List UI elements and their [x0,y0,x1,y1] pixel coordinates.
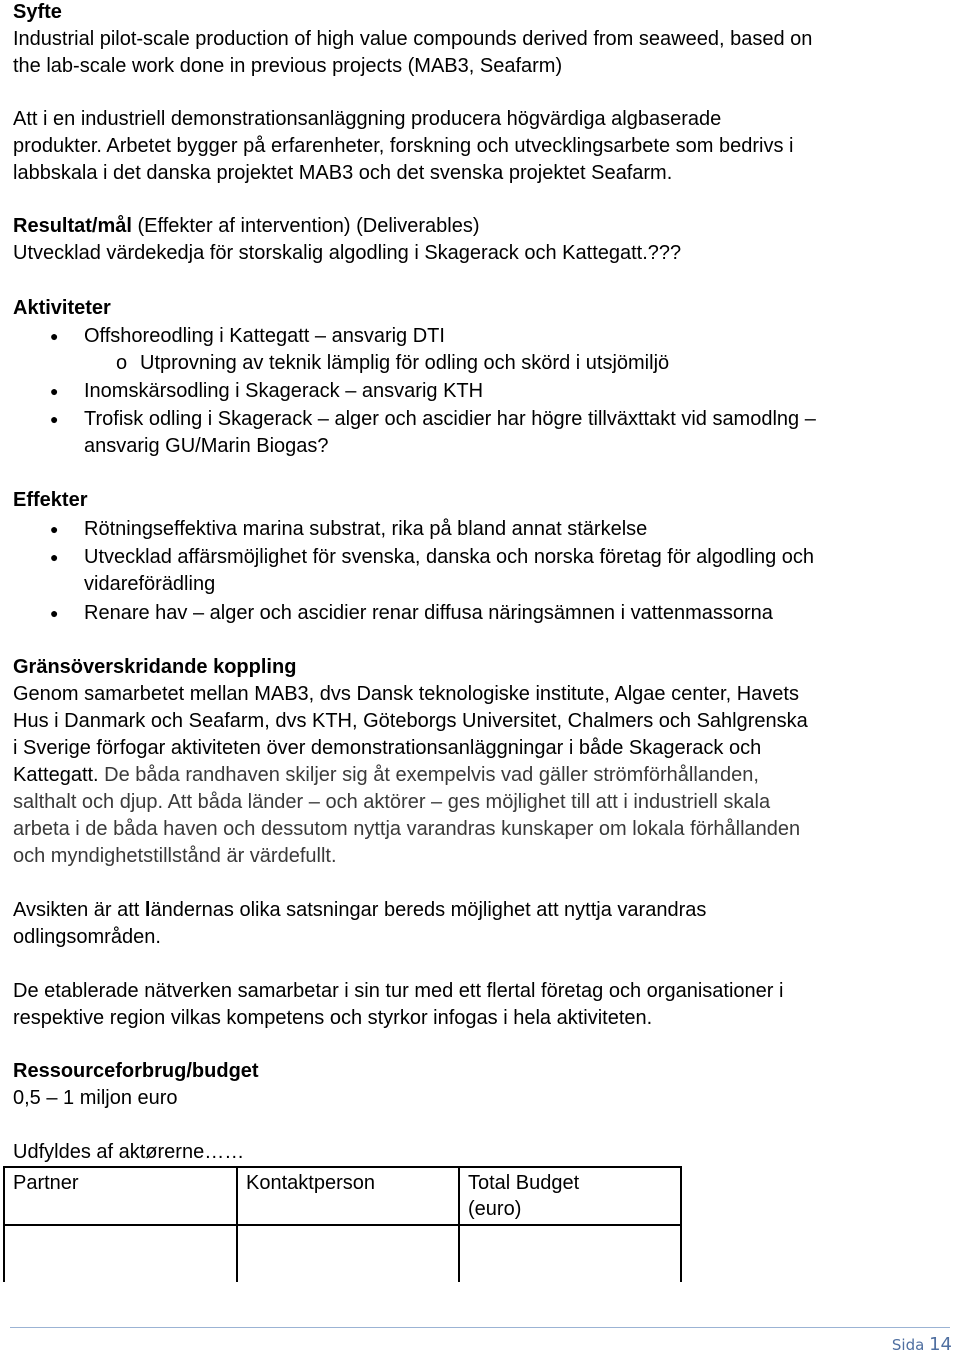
gransover-text: Kattegatt. [13,764,99,786]
table-header-row [4,1167,681,1225]
section-heading-syfte: Syfte [13,1,62,23]
syfte-english-line: the lab-scale work done in previous projects (MAB3, Seafarm) [13,55,563,77]
gransover-text-gray: salthalt och djup. [13,791,164,813]
avsikten-line [13,898,706,922]
section-heading-effekter: Effekter [13,489,88,511]
gransover-line: och myndighetstillstånd är värdefullt. [13,845,337,867]
syfte-swedish-text: produkter. Arbetet bygger på erfarenheter, forskning och utvecklingsarbete som bedrivs i [13,135,794,157]
syfte-swedish-line [13,134,793,158]
effekter-item: Renare hav – alger och ascidier renar diffusa näringsämnen i vattenmassorna [84,602,773,624]
gransover-line [13,763,759,787]
avsikten-line: odlingsområden. [13,926,161,948]
footer-label: Sida [891,1336,925,1354]
resultat-heading-rest: (Effekter af intervention) (Deliverables) [131,215,480,237]
natverk-line: De etablerade nätverken samarbetar i sin tur med ett flertal företag och organisationer i [13,980,784,1002]
table-header-kontaktperson: Kontaktperson [237,1167,459,1225]
gransover-line: Genom samarbetet mellan MAB3, dvs Dansk teknologiske institute, Algae center, Havets [13,683,799,705]
avsikten-text: ändernas olika satsningar bereds möjlighet att nyttja varandras [150,899,707,921]
gransover-text-gray: Att båda länder – och aktörer – ges möjlighet till att i industriell skala [163,791,771,813]
gransover-line: i Sverige förfogar aktiviteten över demonstrationsanläggningar i både Skagerack och [13,737,762,759]
table-header-budget [459,1167,681,1225]
effekter-item-cont: vidareförädling [84,573,216,595]
budget-amount: 0,5 – 1 miljon euro [13,1087,178,1109]
section-heading-gransoverskridande: Gränsöverskridande koppling [13,656,297,678]
section-heading-budget: Ressourceforbrug/budget [13,1060,259,1082]
table-cell[interactable] [459,1225,681,1282]
sub-bullet-icon: o [116,352,128,374]
gransover-line: Hus i Danmark och Seafarm, dvs KTH, Göteborgs Universitet, Chalmers och Sahlgrenska [13,710,808,732]
table-cell[interactable] [237,1225,459,1282]
gransover-text-gray: De båda randhaven skiljer sig åt exempelvis vad gäller strömförhållanden, [98,764,759,786]
table-header-budget-line: Total Budget [468,1172,580,1194]
resultat-text: Utvecklad värdekedja för storskalig algodling i Skagerack och Kattegatt.??? [13,242,682,264]
aktiviteter-item-cont: ansvarig GU/Marin Biogas? [84,435,329,457]
syfte-swedish-line: labbskala i det danska projektet MAB3 och det svenska projektet Seafarm. [13,162,673,184]
resultat-heading-bold: Resultat/mål [13,215,132,237]
gransover-line [13,790,770,814]
bullet-icon: ● [50,549,59,565]
avsikten-bold-letter: l [144,899,151,921]
aktiviteter-item: Offshoreodling i Kattegatt – ansvarig DTI [84,325,445,347]
gransover-line: arbeta i de båda haven och dessutom nyttja varandras kunskaper om lokala förhållanden [13,818,801,840]
table-row [4,1225,681,1282]
aktiviteter-item: Trofisk odling i Skagerack – alger och ascidier har högre tillväxttakt vid samodlng – [84,408,816,430]
syfte-swedish-line: Att i en industriell demonstrationsanläggning producera högvärdiga algbaserade [13,108,722,130]
bullet-icon: ● [50,383,59,399]
bullet-icon: ● [50,605,59,621]
bullet-icon: ● [50,328,59,344]
effekter-item: Utvecklad affärsmöjlighet för svenska, danska och norska företag för algodling och [84,546,815,568]
table-cell[interactable] [4,1225,237,1282]
section-heading-aktiviteter: Aktiviteter [13,297,111,319]
aktiviteter-subitem: Utprovning av teknik lämplig för odling och skörd i utsjömiljö [140,352,670,374]
page-number: 14 [929,1334,952,1355]
bullet-icon: ● [50,521,59,537]
table-header-budget-line: (euro) [468,1198,522,1220]
budget-table [3,1166,682,1282]
avsikten-text: Avsikten är att [13,899,145,921]
page-footer [892,1334,952,1355]
table-header-partner: Partner [4,1167,237,1225]
syfte-english-line: Industrial pilot-scale production of high value compounds derived from seaweed, based on [13,28,813,50]
udfyldes-text: Udfyldes af aktørerne…… [13,1141,245,1163]
footer-rule [10,1327,950,1328]
aktiviteter-item: Inomskärsodling i Skagerack – ansvarig KTH [84,380,484,402]
section-heading-resultat [13,214,480,238]
natverk-line: respektive region vilkas kompetens och styrkor infogas i hela aktiviteten. [13,1007,653,1029]
effekter-item: Rötningseffektiva marina substrat, rika på bland annat stärkelse [84,518,648,540]
bullet-icon: ● [50,411,59,427]
